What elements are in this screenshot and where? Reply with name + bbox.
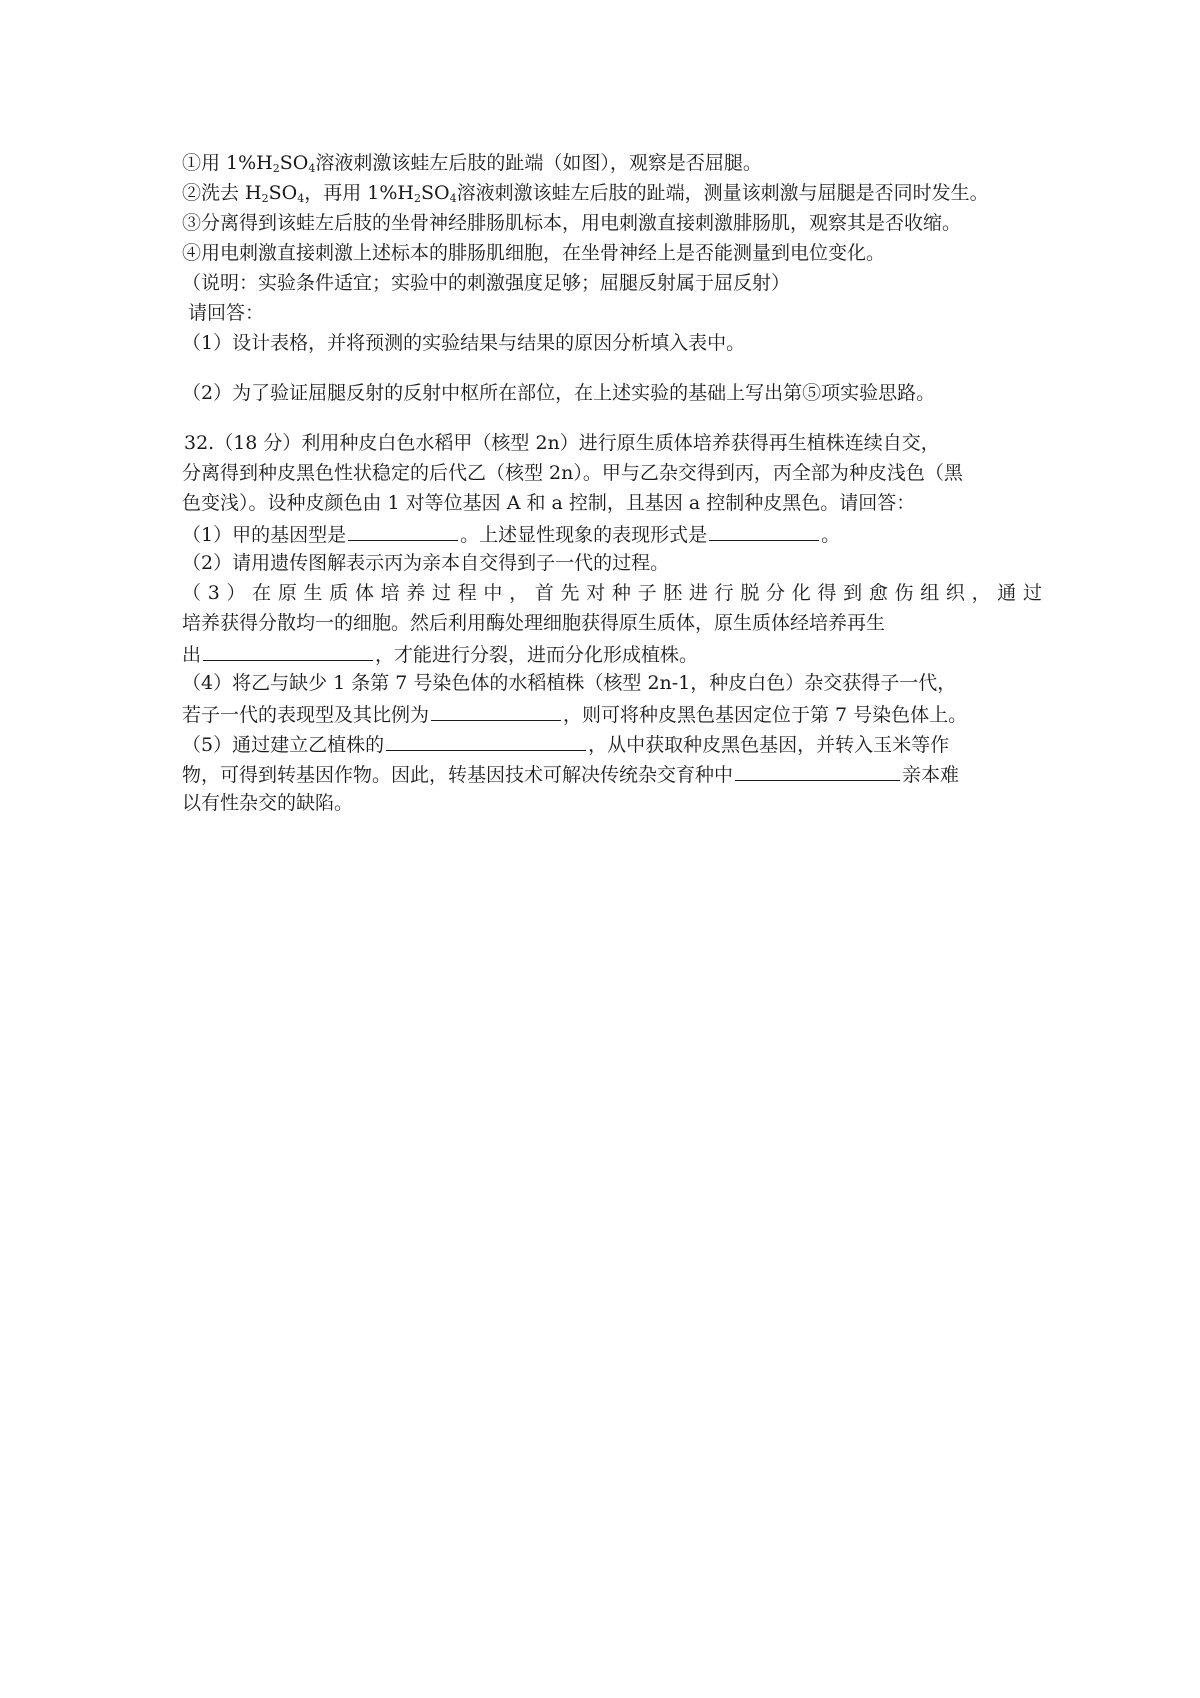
q32-part-4-line-1: （4）将乙与缺少 1 条第 7 号染色体的水稻植株（核型 2n-1，种皮白色）杂交获得子一代，	[182, 672, 957, 694]
q32-part-3-line-1: （3）在原生质体培养过程中，首先对种子胚进行脱分化得到愈伤组织，通过	[182, 582, 1042, 604]
step-2-text: 溶液刺激该蛙左后肢的趾端，测量该刺激与屈腿是否同时发生。	[456, 182, 989, 204]
q32-part-3-line-2: 培养获得分散均一的细胞。然后利用酶处理细胞获得原生质体，原生质体经培养再生	[182, 612, 886, 634]
step-1-text: SO	[279, 152, 309, 174]
step-2-text: ②洗去 H	[182, 182, 262, 204]
answer-blank[interactable]	[709, 518, 819, 541]
q32-part-4-text: 若子一代的表现型及其比例为	[182, 704, 430, 726]
q32-intro-line-3: 色变浅）。设种皮颜色由 1 对等位基因 A 和 a 控制，且基因 a 控制种皮黑色。请回答：	[182, 492, 916, 514]
subscript: 2	[272, 162, 280, 175]
q32-part-3-text: ，才能进行分裂，进而分化形成植株。	[375, 644, 699, 666]
step-1	[182, 148, 1042, 178]
q32-part-5-text: ，从中获取种皮黑色基因，并转入玉米等作	[588, 734, 950, 756]
step-2-text: SO	[268, 182, 298, 204]
q32-part-5-line-3: 以有性杂交的缺陷。	[182, 792, 354, 814]
subscript: 2	[261, 192, 269, 205]
q32-part-1-text: （1）甲的基因型是	[182, 524, 347, 546]
step-4: ④用电刺激直接刺激上述标本的腓肠肌细胞，在坐骨神经上是否能测量到电位变化。	[182, 242, 886, 264]
answer-blank[interactable]	[431, 698, 561, 721]
subscript: 4	[308, 162, 316, 175]
question-2: （2）为了验证屈腿反射的反射中枢所在部位，在上述实验的基础上写出第⑤项实验思路。	[182, 382, 936, 404]
q32-part-5-line-2	[182, 758, 1042, 788]
q32-part-4-text: ，则可将种皮黑色基因定位于第 7 号染色体上。	[563, 704, 968, 726]
q32-part-5-line-1	[182, 728, 1042, 758]
q32-part-3-text: 出	[182, 644, 202, 666]
q32-part-5-text: （5）通过建立乙植株的	[182, 734, 385, 756]
q32-intro-line-1: 32.（18 分）利用种皮白色水稻甲（核型 2n）进行原生质体培养获得再生植株连续自交，	[184, 432, 940, 454]
document-page	[182, 148, 1042, 818]
subscript: 4	[297, 192, 305, 205]
answer-blank[interactable]	[735, 758, 900, 781]
q32-part-1-text: 。上述显性现象的表现形式是	[460, 524, 708, 546]
answer-blank[interactable]	[386, 728, 586, 751]
question-1: （1）设计表格，并将预测的实验结果与结果的原因分析填入表中。	[182, 332, 746, 354]
step-1-text: 溶液刺激该蛙左后肢的趾端（如图），观察是否屈腿。	[315, 152, 762, 174]
q32-part-3-line-3	[182, 638, 1042, 668]
subscript: 4	[449, 192, 457, 205]
answer-blank[interactable]	[203, 638, 373, 661]
experiment-note: （说明：实验条件适宜；实验中的刺激强度足够；屈腿反射属于屈反射）	[182, 272, 791, 294]
q32-part-1-text: 。	[821, 524, 841, 546]
spacer	[182, 408, 1042, 428]
subscript: 2	[413, 192, 421, 205]
step-2	[182, 178, 1042, 208]
q32-part-4-line-2	[182, 698, 1042, 728]
q32-part-1	[182, 518, 1042, 548]
answer-prompt: 请回答：	[182, 302, 265, 324]
step-3: ③分离得到该蛙左后肢的坐骨神经腓肠肌标本，用电刺激直接刺激腓肠肌，观察其是否收缩。	[182, 212, 962, 234]
step-2-text: SO	[420, 182, 450, 204]
spacer	[182, 358, 1042, 378]
q32-part-5-text: 物，可得到转基因作物。因此，转基因技术可解决传统杂交育种中	[182, 764, 734, 786]
q32-intro-line-2: 分离得到种皮黑色性状稳定的后代乙（核型 2n）。甲与乙杂交得到丙，丙全部为种皮浅色（黑	[182, 462, 963, 484]
q32-part-2: （2）请用遗传图解表示丙为亲本自交得到子一代的过程。	[182, 552, 670, 574]
step-2-text: ，再用 1%H	[304, 182, 414, 204]
answer-blank[interactable]	[348, 518, 458, 541]
q32-part-5-text: 亲本难	[902, 764, 960, 786]
step-1-text: ①用 1%H	[182, 152, 273, 174]
